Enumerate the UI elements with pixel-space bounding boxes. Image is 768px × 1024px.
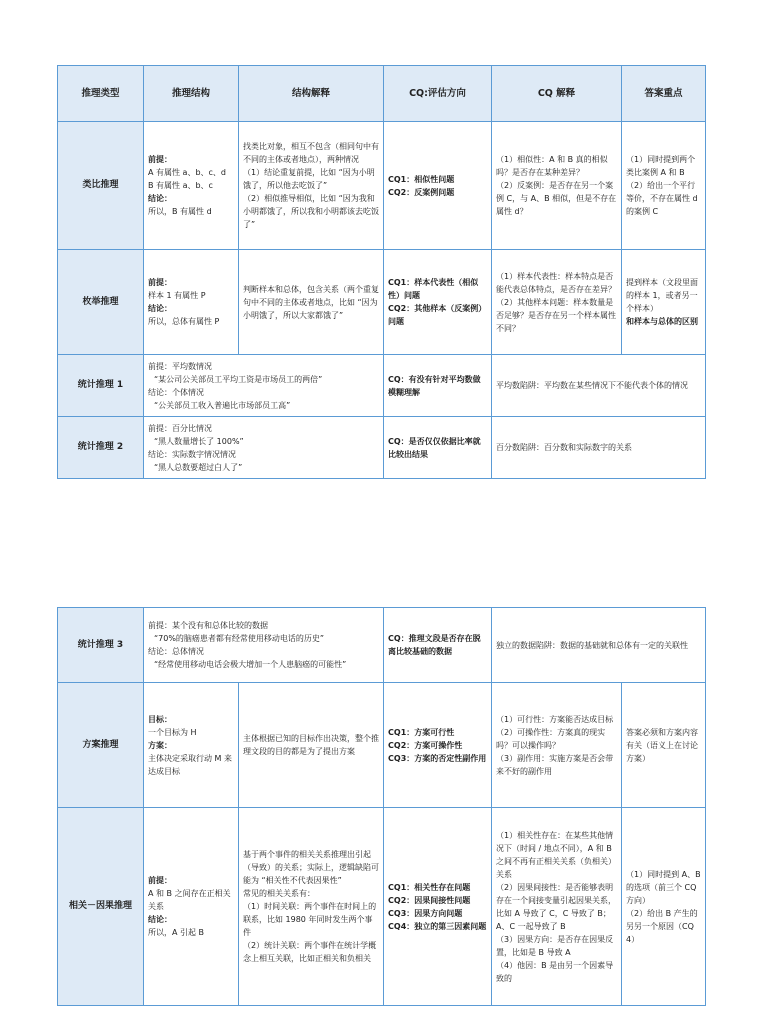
type-label: 方案推理 <box>58 683 144 808</box>
answer-cell: 提到样本（文段里面的样本 1，或者另一个样本） 和样本与总体的区别 <box>622 250 706 355</box>
cq-cell: CQ1：样本代表性（相似性）问题 CQ2：其他样本（反案例）问题 <box>384 250 492 355</box>
structure-cell: 前提：百分比情况 “黑人数量增长了 100%” 结论：实际数字情况情况 “黑人总数要超过白人了” <box>144 417 384 479</box>
type-label: 枚举推理 <box>58 250 144 355</box>
cq-explanation-cell: （1）可行性：方案能否达成目标 （2）可操作性：方案真的现实吗？可以操作吗？ （3）副作用：实施方案是否会带来不好的副作用 <box>492 683 622 808</box>
explanation-cell: 判断样本和总体，包含关系（两个重复句中不同的主体或者地点，比如 “因为小明饿了，所以大家都饿了” <box>239 250 384 355</box>
table-row <box>58 808 706 1006</box>
table-row <box>58 417 706 479</box>
reasoning-table-part-2 <box>57 607 706 1006</box>
header-answer-focus: 答案重点 <box>622 66 706 122</box>
structure-cell: 目标： 一个目标为 H 方案： 主体决定采取行动 M 来达成目标 <box>144 683 239 808</box>
table-row <box>58 683 706 808</box>
table-row <box>58 608 706 683</box>
header-explanation: 结构解释 <box>239 66 384 122</box>
header-cq-direction: CQ:评估方向 <box>384 66 492 122</box>
trap-cell: 百分数陷阱：百分数和实际数字的关系 <box>492 417 706 479</box>
header-structure: 推理结构 <box>144 66 239 122</box>
answer-cell: 答案必须和方案内容有关（语义上在讨论方案） <box>622 683 706 808</box>
cq-explanation-cell: （1）相似性：A 和 B 真的相似吗？是否存在某种差异？ （2）反案例：是否存在另一个案例 C，与 A、B 相似，但是不存在属性 d？ <box>492 122 622 250</box>
answer-cell: （1）同时提到两个类比案例 A 和 B （2）给出一个平行等价，不存在属性 d 的案例 C <box>622 122 706 250</box>
cq-cell: CQ：是否仅仅依据比率就比较出结果 <box>384 417 492 479</box>
cq-cell: CQ：有没有针对平均数做模糊理解 <box>384 355 492 417</box>
structure-cell: 前提：某个没有和总体比较的数据 “70%的脑癌患者都有经常使用移动电话的历史” 结论：总体情况 “经常使用移动电话会极大增加一个人患脑癌的可能性” <box>144 608 384 683</box>
structure-cell: 前提： A 有属性 a、b、c、d B 有属性 a、b、c 结论： 所以，B 有属性 d <box>144 122 239 250</box>
explanation-cell: 主体根据已知的目标作出决策，整个推理文段的目的都是为了提出方案 <box>239 683 384 808</box>
trap-cell: 独立的数据陷阱：数据的基础就和总体有一定的关联性 <box>492 608 706 683</box>
header-type: 推理类型 <box>58 66 144 122</box>
cq-cell: CQ：推理文段是否存在脱离比较基础的数据 <box>384 608 492 683</box>
structure-cell: 前提：平均数情况 “某公司公关部员工平均工资是市场员工的两倍” 结论：个体情况 “公关部员工收入普遍比市场部员工高” <box>144 355 384 417</box>
cq-cell: CQ1：方案可行性 CQ2：方案可操作性 CQ3：方案的否定性副作用 <box>384 683 492 808</box>
type-label: 统计推理 1 <box>58 355 144 417</box>
reasoning-table-part-1 <box>57 65 706 479</box>
cq-explanation-cell: （1）样本代表性：样本特点是否能代表总体特点，是否存在差异？ （2）其他样本问题：样本数量是否足够？是否存在另一个样本属性不同？ <box>492 250 622 355</box>
cq-cell: CQ1：相似性问题 CQ2：反案例问题 <box>384 122 492 250</box>
table-row <box>58 355 706 417</box>
cq-explanation-cell: （1）相关性存在：在某些其他情况下（时间 / 地点不同），A 和 B 之间不再有正相关关系（负相关）关系 （2）因果间接性：是否能够表明存在一个间接变量引起因果关系，比如 A 导致了 C，C 导致了 B；A、C 一起导致了 B （3）因果方向：是否存在因果反置，比如是 B 导致 A （4）他因：B 是由另一个因素导致的 <box>492 808 622 1006</box>
type-label: 统计推理 2 <box>58 417 144 479</box>
structure-cell: 前提： A 和 B 之间存在正相关关系 结论： 所以，A 引起 B <box>144 808 239 1006</box>
header-cq-explanation: CQ 解释 <box>492 66 622 122</box>
type-label: 相关－因果推理 <box>58 808 144 1006</box>
explanation-cell: 找类比对象，相互不包含（相同句中有不同的主体或者地点），两种情况 （1）结论重复前提，比如 “因为小明饿了，所以他去吃饭了” （2）相似推导相似，比如 “因为我和小明都饿了，所以我和小明都该去吃饭了” <box>239 122 384 250</box>
type-label: 统计推理 3 <box>58 608 144 683</box>
type-label: 类比推理 <box>58 122 144 250</box>
explanation-cell: 基于两个事件的相关关系推理出引起（导致）的关系；实际上，逻辑缺陷可能为 “相关性不代表因果性” 常见的相关关系有： （1）时间关联：两个事件在时间上的联系，比如 1980 年同时发生两个事件 （2）统计关联：两个事件在统计学概念上相互关联，比如正相关和负相关 <box>239 808 384 1006</box>
answer-cell: （1）同时提到 A、B 的选项（前三个 CQ 方向） （2）给出 B 产生的另另一个原因（CQ4） <box>622 808 706 1006</box>
trap-cell: 平均数陷阱：平均数在某些情况下不能代表个体的情况 <box>492 355 706 417</box>
table-row <box>58 250 706 355</box>
table-row <box>58 122 706 250</box>
cq-cell: CQ1：相关性存在问题 CQ2：因果间接性问题 CQ3：因果方向问题 CQ4：独立的第三因素问题 <box>384 808 492 1006</box>
structure-cell: 前提： 样本 1 有属性 P 结论： 所以，总体有属性 P <box>144 250 239 355</box>
